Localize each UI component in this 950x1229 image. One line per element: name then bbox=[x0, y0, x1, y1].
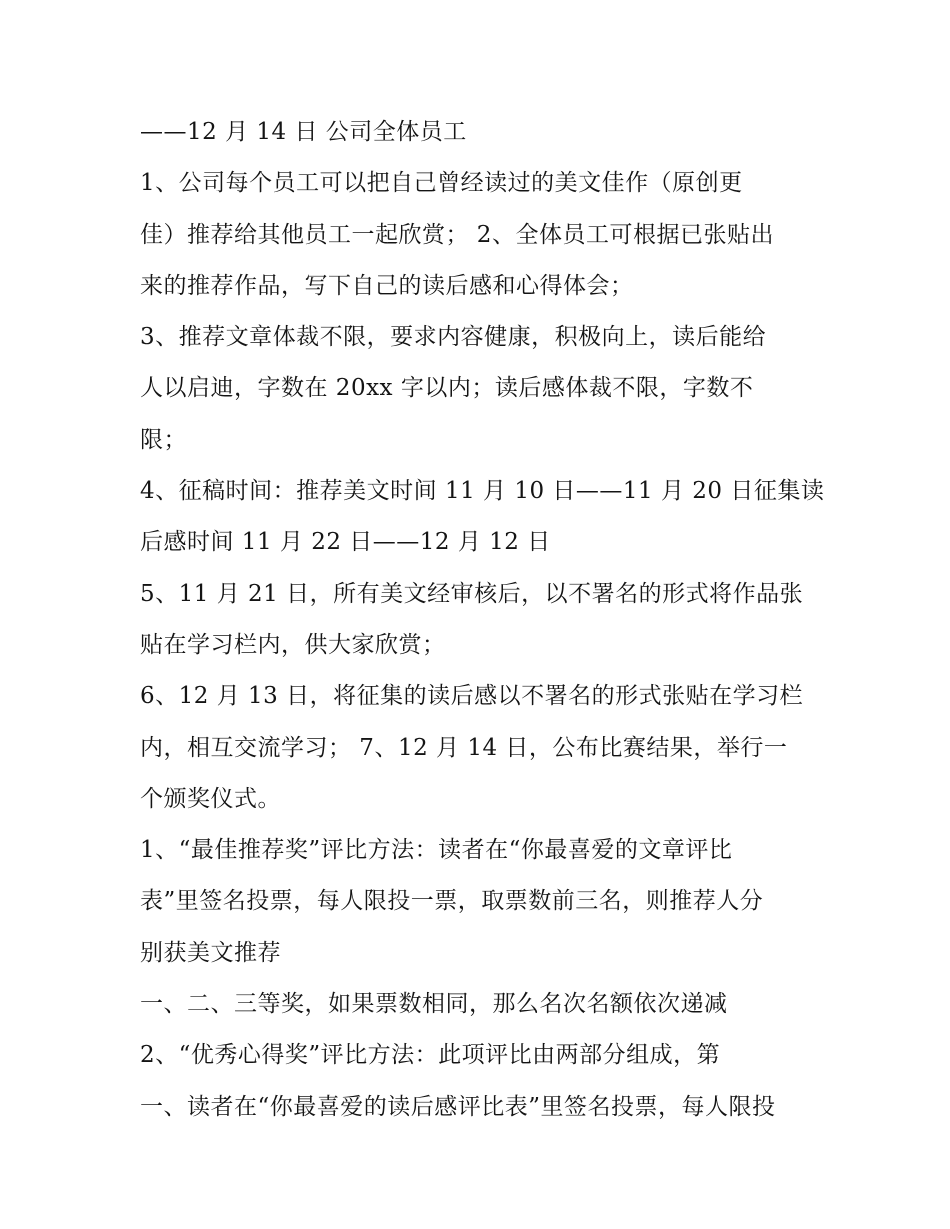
text-line: 限； bbox=[140, 426, 187, 453]
text-line: 贴在学习栏内，供大家欣赏； bbox=[140, 631, 446, 658]
text-line: 一、读者在“你最喜爱的读后感评比表”里签名投票，每人限投 bbox=[140, 1093, 776, 1120]
text-line: ——12 月 14 日 公司全体员工 bbox=[140, 119, 467, 145]
text-line: 内，相互交流学习； 7、12 月 14 日，公布比赛结果，举行一 bbox=[140, 734, 788, 761]
text-line: 1、公司每个员工可以把自己曾经读过的美文佳作（原创更 bbox=[140, 170, 743, 197]
text-line: 佳）推荐给其他员工一起欣赏； 2、全体员工可根据已张贴出 bbox=[140, 221, 774, 248]
text-line: 别获美文推荐 bbox=[140, 939, 281, 966]
text-line: 2、“优秀心得奖”评比方法：此项评比由两部分组成，第 bbox=[140, 1042, 721, 1069]
text-line: 一、二、三等奖，如果票数相同，那么名次名额依次递减 bbox=[140, 991, 728, 1018]
text-line: 来的推荐作品，写下自己的读后感和心得体会； bbox=[140, 272, 634, 299]
text-line: 人以启迪，字数在 20xx 字以内；读后感体裁不限，字数不 bbox=[140, 375, 754, 402]
document-body bbox=[140, 107, 825, 1133]
text-line: 4、征稿时间：推荐美文时间 11 月 10 日——11 月 20 日征集读 bbox=[140, 478, 825, 505]
text-line: 1、“最佳推荐奖”评比方法：读者在“你最喜爱的文章评比 bbox=[140, 837, 733, 864]
text-line: 6、12 月 13 日，将征集的读后感以不署名的形式张贴在学习栏 bbox=[140, 683, 804, 710]
text-line: 后感时间 11 月 22 日——12 月 12 日 bbox=[140, 529, 551, 556]
text-line: 3、推荐文章体裁不限，要求内容健康，积极向上，读后能给 bbox=[140, 324, 767, 351]
text-line: 个颁奖仪式。 bbox=[140, 785, 281, 812]
text-line: 5、11 月 21 日，所有美文经审核后，以不署名的形式将作品张 bbox=[140, 580, 804, 607]
text-line: 表”里签名投票，每人限投一票，取票数前三名，则推荐人分 bbox=[140, 888, 764, 915]
